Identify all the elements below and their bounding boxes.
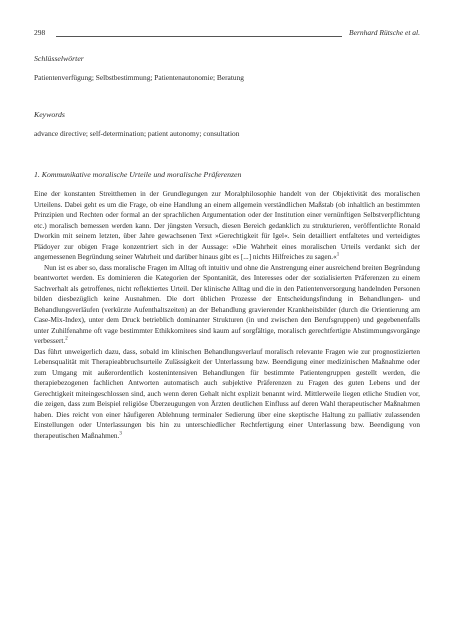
keywords-en-heading: Keywords [34,110,65,119]
header-rule [56,36,342,37]
paragraph-3: Das führt unweigerlich dazu, dass, sobald im klinischen Behandlungsverlauf moralisch relevante Fragen wie zur prognostizierten Lebensqualität mit Therapieabbruchsurteile Zulässigkeit der Unterlassung bzw. Beendigung einer medizinischen Maßnahme oder zum Umgang mit außerordentlich kostenintensiven Behandlungen für bestimmte Patientengruppen gestellt werden, die therapiebezogenen fachlichen Antworten automatisch auch subjektive Präferenzen zu Fragen des guten Lebens und der Gerechtigkeit miteingeschlossen sind, auch wenn deren Gehalt nicht explizit benannt wird. Mittlerweile liegen etliche Studien vor, die zeigen, dass zum Beispiel religiöse Überzeugungen von Ärzten deutlichen Einfluss auf deren Wahl therapeutischer Maßnahmen haben. Dies reicht von einer häufigeren Ablehnung terminaler Sedierung über eine skeptische Haltung zu palliativ zulassenden Einstellungen oder Unterlassungen bis hin zu unterschiedlicher Rechtfertigung einer Unterlassung bzw. Beendigung von therapeutischen Maßnahmen.$^3$ [34,347,420,440]
paragraph-2: Nun ist es aber so, dass moralische Fragen im Alltag oft intuitiv und ohne die Anstrengung einer ausreichend breiten Begründung beantwortet werden. Es dominieren die Kategorien der Spontanität, des Interesses oder der sozialisierten Präferenzen zu einem Sachverhalt als getroffenes, nicht reflektiertes Urteil. Der klinische Alltag und die in den Patientenversorgung handelnden Personen bilden diesbezüglich keine Ausnahmen. Die dort üblichen Prozesse der Entscheidungsfindung in Behandlungen- und Behandlungsverläufen (verkürzte Aufenthaltszeiten) an der Behandlung gravierender Krankheitsbilder (durch die Orientierung am Case-Mix-Index), unter dem Druck betrieblich dominanter Strukturen (in und zwischen den Berufsgruppen) und gegebenenfalls unter Zuhilfenahme oft vage bestimmter Ethikkomitees sind kaum auf sorgfältige, moralisch gerechtfertigte Abstimmungsvorgänge verbessert.$^2$ [34,263,420,345]
section-heading: 1. Kommunikative moralische Urteile und moralische Präferenzen [34,170,242,179]
keywords-de-heading: Schlüsselwörter [34,54,84,63]
section-body [34,189,420,441]
keywords-de-block [34,54,420,83]
paragraph-1: Eine der konstanten Streitthemen in der Grundlegungen zur Moralphilosophie handelt von der Objektivität des moralischen Urteilens. Dabei geht es um die Frage, ob eine Handlung an einem allgemein verständlichen Maßstab (ob inhaltlich an bestimmten Prinzipien und Rechten oder formal an der sprachlichen Argumentation oder der Institution einer vernünftigen Selbstverpflichtung etc.) moralisch bemessen werden kann. Der jüngsten Versuch, diesen Bereich gedanklich zu strukturieren, veröffentlichte Ronald Dworkin mit seinem letzten, über Jahre gewachsenen Text »Gerechtigkeit für Igel«. Sein detailliert entfaltetes und verteidigtes Plädoyer zur obigen Frage konzentriert sich in der Aussage: »Die Wahrheit eines moralischen Urteils verdankt sich der angemessenen Begründung seiner Wahrheit und darüber hinaus gibt es [...] nichts Hilfreiches zu sagen.«$^1$ [34,190,420,261]
footnote-ref-2[interactable]: 2 [65,336,68,342]
keywords-en-block [34,110,420,139]
footnote-ref-3[interactable]: 3 [119,431,122,437]
keywords-de-text: Patientenverfügung; Selbstbestimmung; Patientenautonomie; Beratung [34,73,244,82]
running-head [34,28,420,40]
page-number: 298 [34,28,46,37]
keywords-en-text: advance directive; self-determination; patient autonomy; consultation [34,129,240,138]
section-1 [34,170,420,441]
running-head-author: Bernhard Rütsche et al. [349,28,420,37]
footnote-ref-1[interactable]: 1 [336,252,340,258]
